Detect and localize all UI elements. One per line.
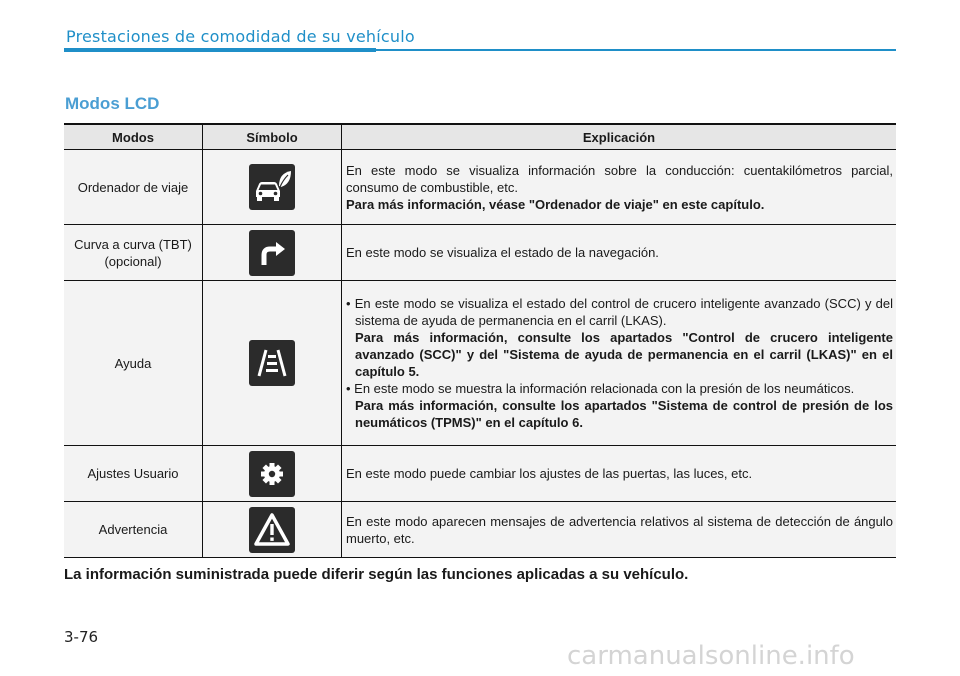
table-header-row bbox=[64, 124, 896, 150]
mode-name: Ajustes Usuario bbox=[64, 446, 203, 502]
table-row bbox=[64, 150, 896, 225]
page-number: 3-76 bbox=[64, 628, 99, 646]
mode-reference: Para más información, consulte los apartados "Control de crucero inteligente avanzado (SCC)" y del "Sistema de ayuda de permanencia en el carril (LKAS)" en el capítulo 5. bbox=[355, 330, 893, 379]
car-leaf-icon bbox=[249, 164, 295, 210]
table-row bbox=[64, 446, 896, 502]
header-modos: Modos bbox=[64, 124, 203, 150]
section-title: Modos LCD bbox=[65, 94, 160, 113]
table-row bbox=[64, 281, 896, 446]
mode-description: • En este modo se visualiza el estado del control de crucero inteligente avanzado (SCC) y del sistema de ayuda de permanencia en el carril (LKAS). bbox=[346, 296, 893, 328]
warning-triangle-icon bbox=[249, 507, 295, 553]
mode-name: Ayuda bbox=[64, 281, 203, 446]
mode-description: • En este modo se muestra la información relacionada con la presión de los neumáticos. bbox=[346, 381, 855, 396]
mode-reference: Para más información, consulte los apartados "Sistema de control de presión de los neumáticos (TPMS)" en el capítulo 6. bbox=[355, 398, 893, 430]
header-rule-thick bbox=[64, 48, 376, 52]
header-title: Prestaciones de comodidad de su vehículo bbox=[66, 27, 415, 46]
footnote: La información suministrada puede diferir según las funciones aplicadas a su vehículo. bbox=[64, 566, 689, 583]
header-explicacion: Explicación bbox=[342, 124, 897, 150]
mode-reference: Para más información, véase "Ordenador de viaje" en este capítulo. bbox=[346, 196, 765, 212]
modes-table bbox=[64, 123, 896, 558]
gear-icon bbox=[249, 451, 295, 497]
mode-name: Advertencia bbox=[64, 502, 203, 558]
mode-description: En este modo se visualiza el estado de la navegación. bbox=[342, 225, 897, 281]
mode-name: Curva a curva (TBT) (opcional) bbox=[64, 225, 203, 281]
watermark: carmanualsonline.info bbox=[567, 641, 855, 671]
header-simbolo: Símbolo bbox=[203, 124, 342, 150]
table-row bbox=[64, 502, 896, 558]
mode-description: En este modo aparecen mensajes de advertencia relativos al sistema de detección de ángulo muerto, etc. bbox=[342, 502, 897, 558]
header-rule-thin bbox=[376, 49, 896, 51]
mode-name: Ordenador de viaje bbox=[64, 150, 203, 225]
mode-description: En este modo se visualiza información sobre la conducción: cuentakilómetros parcial, consumo de combustible, etc. bbox=[346, 162, 893, 195]
turn-right-arrow-icon bbox=[249, 230, 295, 276]
table-row bbox=[64, 225, 896, 281]
lane-assist-icon bbox=[249, 340, 295, 386]
mode-description: En este modo puede cambiar los ajustes de las puertas, las luces, etc. bbox=[342, 446, 897, 502]
